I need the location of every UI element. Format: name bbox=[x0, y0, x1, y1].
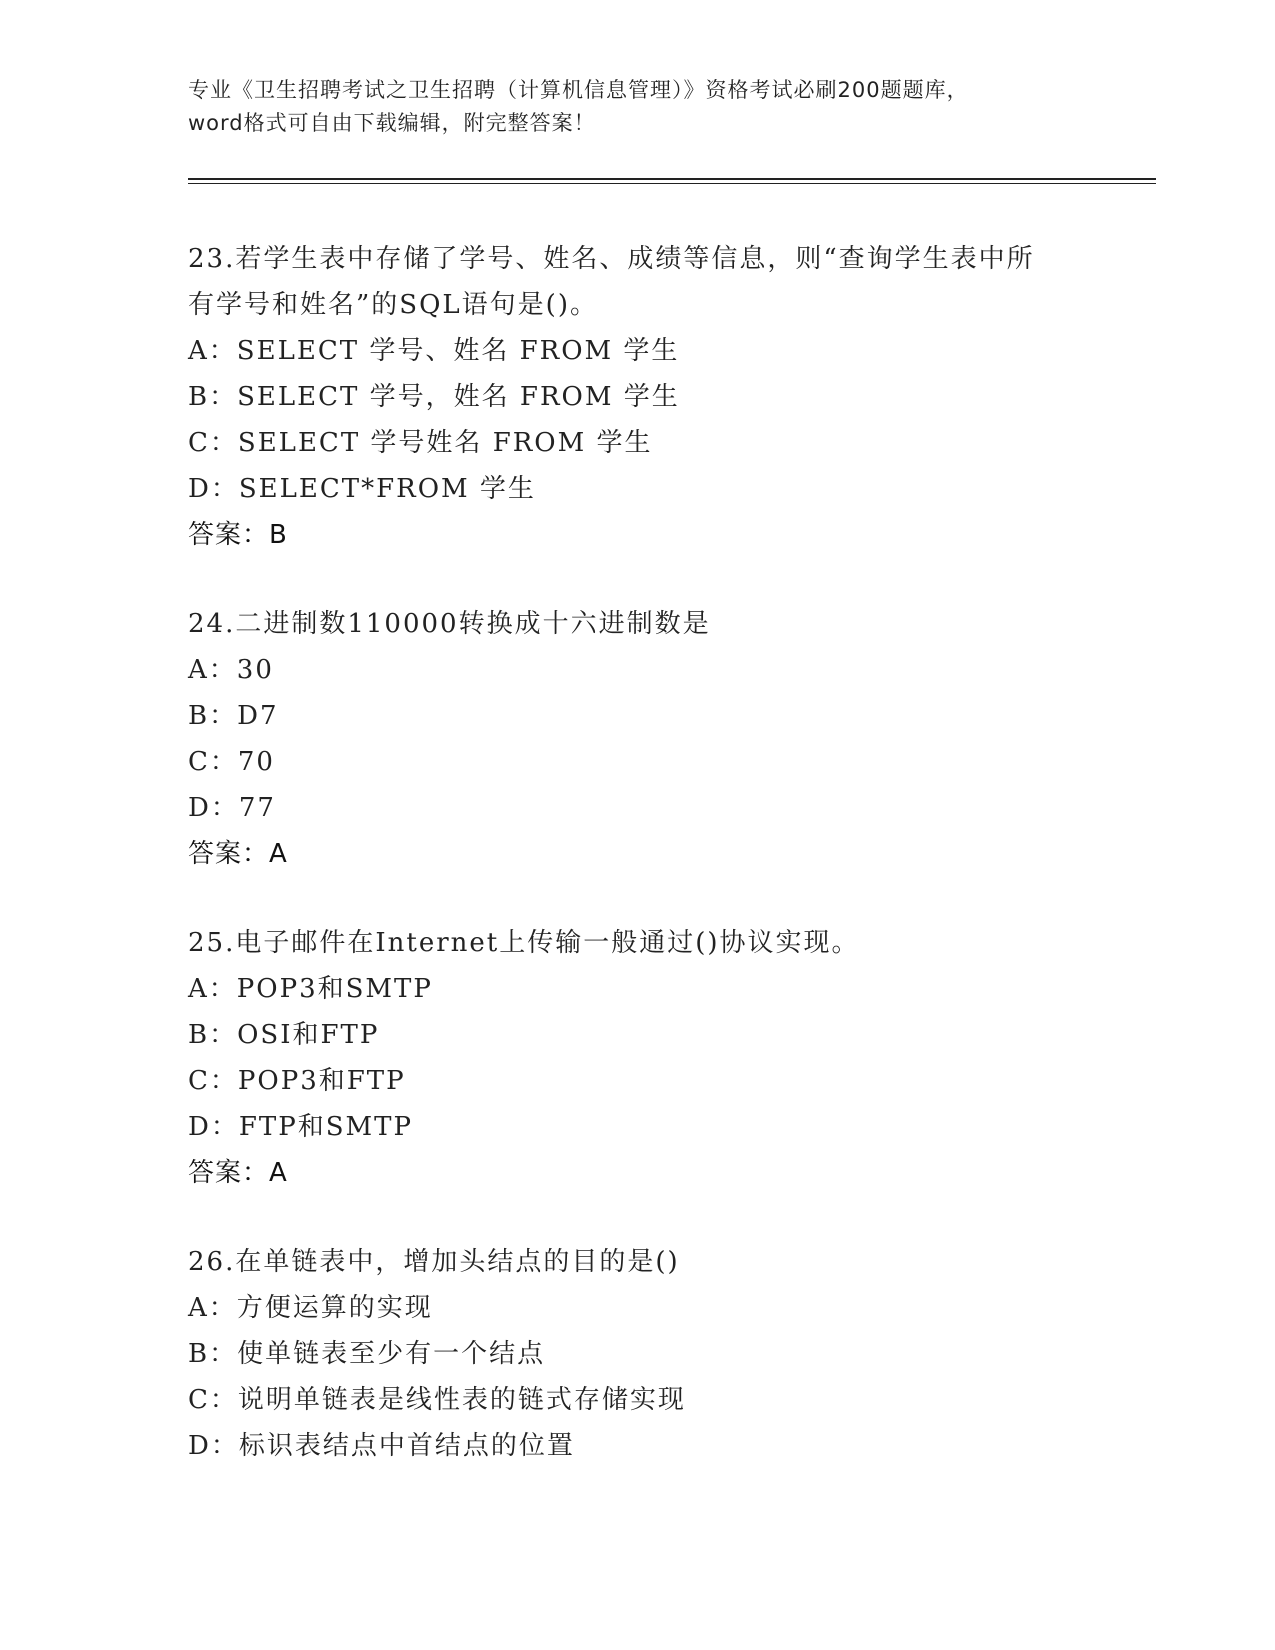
option-b: B：OSI和FTP bbox=[188, 1020, 380, 1050]
document-header bbox=[188, 74, 1088, 140]
question-text-line: 有学号和姓名”的SQL语句是()。 bbox=[188, 290, 598, 320]
option-a: A：POP3和SMTP bbox=[188, 974, 433, 1004]
option-b: B：使单链表至少有一个结点 bbox=[188, 1339, 546, 1369]
question-text-line: 25.电子邮件在Internet上传输一般通过()协议实现。 bbox=[188, 928, 860, 958]
option-b: B：SELECT 学号，姓名 FROM 学生 bbox=[188, 382, 680, 412]
question-text-line: 24.二进制数110000转换成十六进制数是 bbox=[188, 609, 711, 639]
question-25 bbox=[188, 920, 1088, 1196]
question-23 bbox=[188, 236, 1088, 558]
option-c: C：说明单链表是线性表的链式存储实现 bbox=[188, 1385, 686, 1415]
option-a: A：方便运算的实现 bbox=[188, 1293, 433, 1323]
option-a: A：SELECT 学号、姓名 FROM 学生 bbox=[188, 336, 680, 366]
header-title-line-2: word格式可自由下载编辑，附完整答案！ bbox=[188, 111, 596, 135]
answer-label: 答案：A bbox=[188, 1158, 288, 1188]
answer-label: 答案：A bbox=[188, 839, 288, 869]
option-c: C：SELECT 学号姓名 FROM 学生 bbox=[188, 428, 653, 458]
option-d: D：77 bbox=[188, 793, 276, 823]
option-b: B：D7 bbox=[188, 701, 279, 731]
option-c: C：70 bbox=[188, 747, 275, 777]
header-divider-thin bbox=[188, 183, 1156, 184]
question-text-line: 23.若学生表中存储了学号、姓名、成绩等信息，则“查询学生表中所 bbox=[188, 244, 1035, 274]
header-title-line-1: 专业《卫生招聘考试之卫生招聘（计算机信息管理）》资格考试必刷200题题库， bbox=[188, 78, 969, 102]
answer-label: 答案：B bbox=[188, 520, 288, 550]
question-list bbox=[188, 236, 1088, 1512]
question-26 bbox=[188, 1239, 1088, 1469]
question-24 bbox=[188, 601, 1088, 877]
question-text-line: 26.在单链表中，增加头结点的目的是() bbox=[188, 1247, 680, 1277]
option-c: C：POP3和FTP bbox=[188, 1066, 406, 1096]
option-d: D：标识表结点中首结点的位置 bbox=[188, 1431, 575, 1461]
option-d: D：SELECT*FROM 学生 bbox=[188, 474, 536, 504]
header-divider-thick bbox=[188, 178, 1156, 180]
option-a: A：30 bbox=[188, 655, 274, 685]
option-d: D：FTP和SMTP bbox=[188, 1112, 413, 1142]
